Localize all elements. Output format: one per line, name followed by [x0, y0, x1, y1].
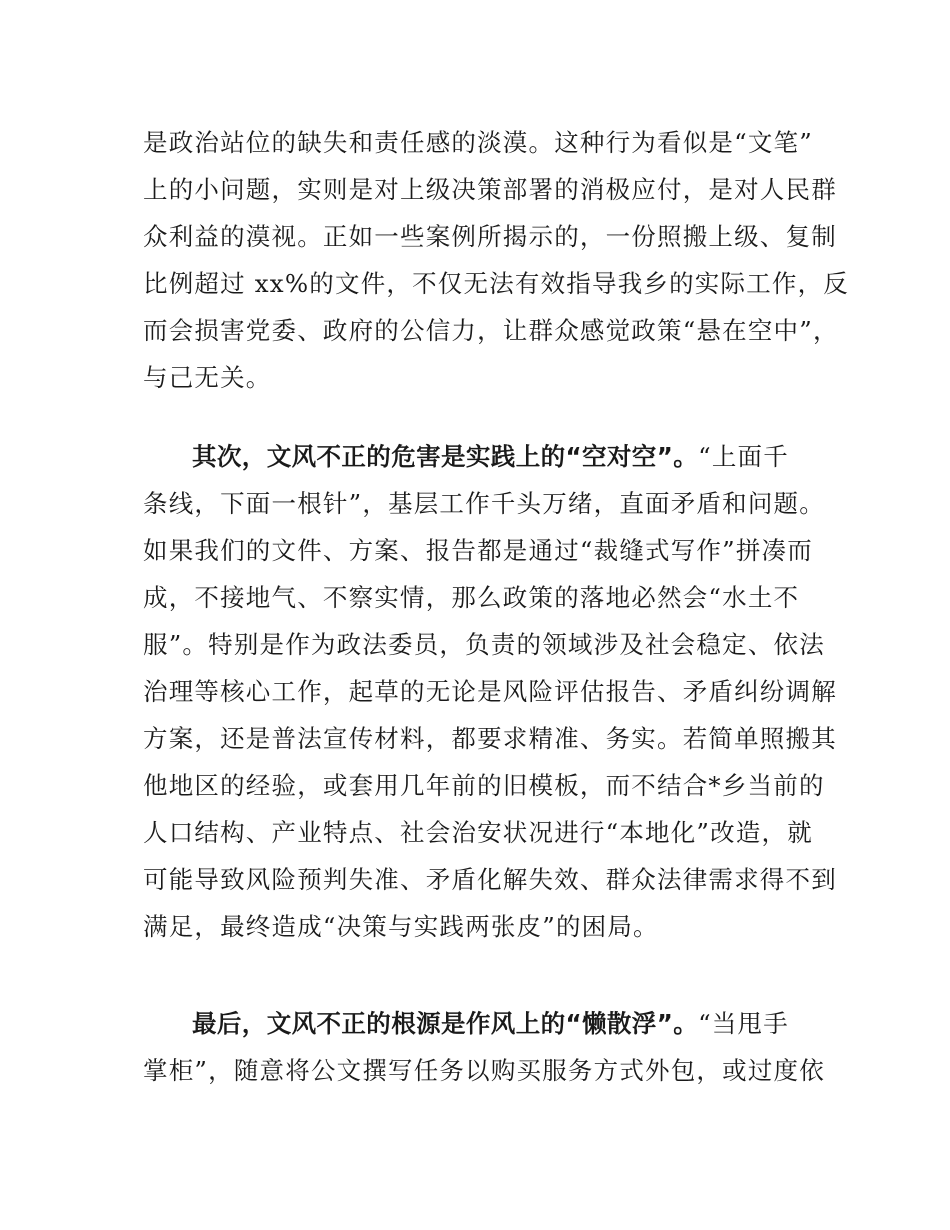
text-line: 如果我们的文件、方案、报告都是通过“裁缝式写作”拼凑而: [143, 536, 813, 565]
text-line: 众利益的漠视。正如一些案例所揭示的，一份照搬上级、复制: [143, 222, 837, 251]
paragraph-heading: 最后，文风不正的根源是作风上的“懒散浮”。: [192, 1009, 699, 1038]
text-line: 可能导致风险预判失准、矛盾化解失效、群众法律需求得不到: [143, 865, 837, 894]
text-line: 掌柜”，随意将公文撰写任务以购买服务方式外包，或过度依: [143, 1056, 825, 1085]
text-line: 条线，下面一根针”，基层工作千头万绪，直面矛盾和问题。: [143, 489, 825, 518]
text-line: 上的小问题，实则是对上级决策部署的消极应付，是对人民群: [143, 175, 837, 204]
text-line: 成，不接地气、不察实情，那么政策的落地必然会“水土不: [143, 583, 800, 612]
text-line: 方案，还是普法宣传材料，都要求精准、务实。若简单照搬其: [143, 724, 837, 753]
text-line: 与己无关。: [143, 363, 272, 392]
text-line: 是政治站位的缺失和责任感的淡漠。这种行为看似是“文笔”: [143, 128, 813, 157]
heading-continuation: “上面千: [698, 442, 789, 471]
paragraph-political-stance: [143, 119, 849, 401]
text-line: 满足，最终造成“决策与实践两张皮”的困局。: [143, 912, 659, 941]
paragraph-heading: 其次，文风不正的危害是实践上的“空对空”。: [192, 442, 699, 471]
text-line-first: [143, 1000, 833, 1047]
text-line: 治理等核心工作，起草的无论是风险评估报告、矛盾纠纷调解: [143, 677, 837, 706]
paragraph-practice-harm: [143, 433, 837, 950]
text-line: 比例超过 xx%的文件，不仅无法有效指导我乡的实际工作，反: [143, 269, 849, 298]
paragraph-work-style-root: [143, 1000, 833, 1094]
text-line: 他地区的经验，或套用几年前的旧模板，而不结合*乡当前的: [143, 771, 825, 800]
text-line-first: [143, 433, 833, 480]
heading-continuation: “当甩手: [698, 1009, 789, 1038]
text-line: 服”。特别是作为政法委员，负责的领域涉及社会稳定、依法: [143, 630, 825, 659]
text-line: 而会损害党委、政府的公信力，让群众感觉政策“悬在空中”，: [143, 316, 839, 345]
text-line: 人口结构、产业特点、社会治安状况进行“本地化”改造，就: [143, 818, 813, 847]
